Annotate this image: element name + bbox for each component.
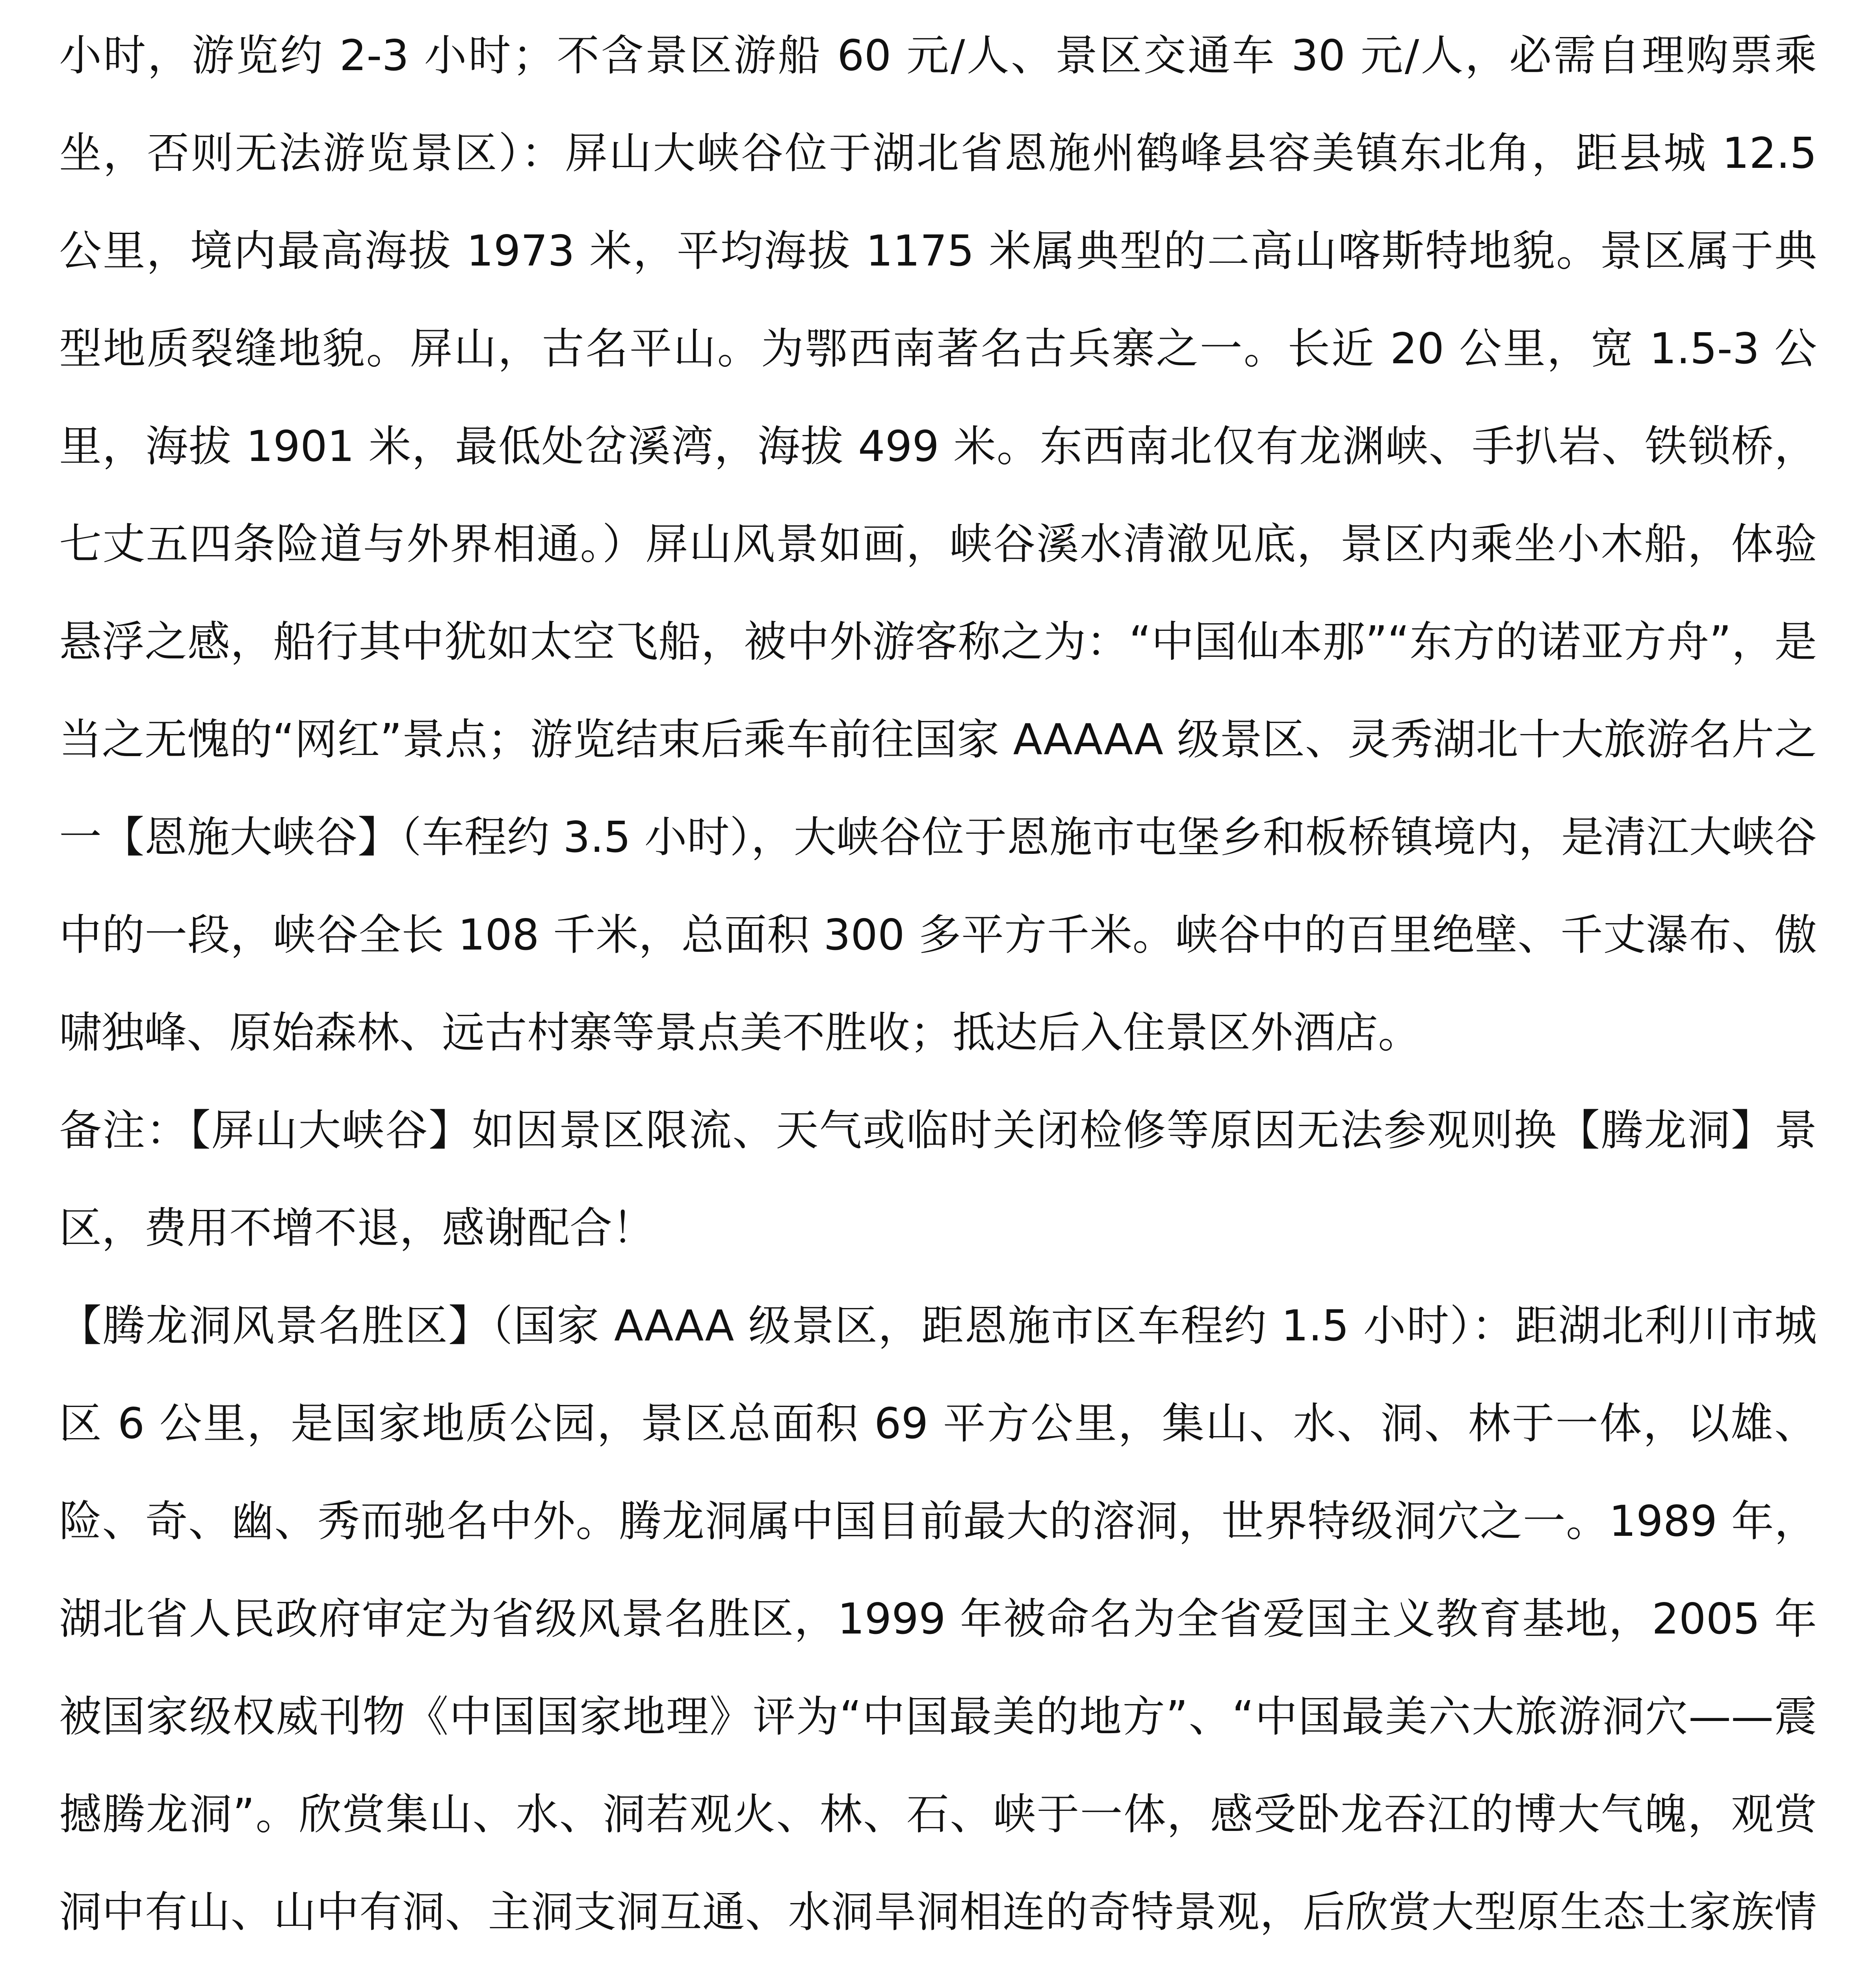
tenglong-cave-paragraph: 【腾龙洞风景名胜区】（国家 AAAA 级景区，距恩施市区车程约 1.5 小时）：距湖北利川市城区 6 公里，是国家地质公园，景区总面积 69 平方公里，集山、水、洞、林于一体，以雄、险、奇、幽、秀而驰名中外。腾龙洞属中国目前最大的溶洞，世界特级洞穴之一。1989 年，湖北省人民政府审定为省级风景名胜区，1999 年被命名为全省爱国主义教育基地，2005 年被国家级权威刊物《中国国家地理》评为“中国最美的地方”、“中国最美六大旅游洞穴——震撼腾龙洞”。欣赏集山、水、洞若观火、林、石、峡于一体，感受卧龙吞江的博大气魄，观赏洞中有山、山中有洞、主洞支洞互通、水洞旱洞相连的奇特景观，后欣赏大型原生态土家族情 [59, 1301, 1817, 1937]
itinerary-paragraph-pingshan: 小时，游览约 2-3 小时；不含景区游船 60 元/人、景区交通车 30 元/人，必需自理购票乘坐，否则无法游览景区）：屏山大峡谷位于湖北省恩施州鹤峰县容美镇东北角，距县城 12.5 公里，境内最高海拔 1973 米，平均海拔 1175 米属典型的二高山喀斯特地貌。景区属于典型地质裂缝地貌。屏山，古名平山。为鄂西南著名古兵寨之一。长近 20 公里，宽 1.5-3 公里，海拔 1901 米，最低处岔溪湾，海拔 499 米。东西南北仅有龙渊峡、手扒岩、铁锁桥，七丈五四条险道与外界相通。）屏山风景如画，峡谷溪水清澈见底，景区内乘坐小木船，体验悬浮之感，船行其中犹如太空飞船，被中外游客称之为：“中国仙本那”“东方的诺亚方舟”，是当之无愧的“网红”景点；游览结束后乘车前往国家 AAAAA 级景区、灵秀湖北十大旅游名片之一【恩施大峡谷】（车程约 3.5 小时），大峡谷位于恩施市屯堡乡和板桥镇境内，是清江大峡谷中的一段，峡谷全长 108 千米，总面积 300 多平方千米。峡谷中的百里绝壁、千丈瀑布、傲啸独峰、原始森林、远古村寨等景点美不胜收；抵达后入住景区外酒店。 [59, 31, 1817, 1057]
remark-paragraph: 备注：【屏山大峡谷】如因景区限流、天气或临时关闭检修等原因无法参观则换【腾龙洞】景区，费用不增不退，感谢配合！ [59, 1106, 1817, 1253]
